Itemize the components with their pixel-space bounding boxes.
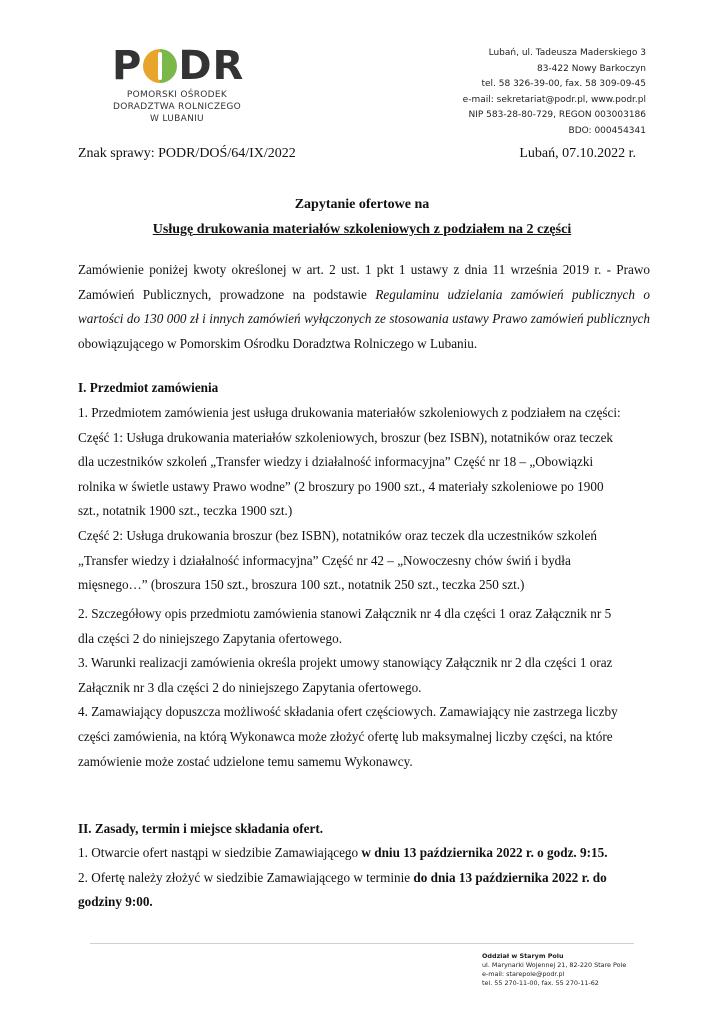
- intro-paragraph: [78, 258, 650, 356]
- part-2-line-2: „Transfer wiedzy i działalność informacyjna” Część nr 42 – „Nowoczesny chów świń i bydła: [78, 552, 571, 568]
- intro-text-2: obowiązującego w Pomorskim Ośrodku Doradztwa Rolniczego w Lubaniu.: [78, 335, 478, 351]
- intro-text-1: Zamówienie poniżej kwoty określonej w art. 2 ust. 1 pkt 1 ustawy z dnia 11 września 2019 r. - Prawo Zamówień Publicznych, prowadzone na podstawie: [78, 262, 650, 302]
- contact-phone: tel. 58 326-39-00, fax. 58 309-09-45: [481, 79, 646, 89]
- part-1-line-3: rolnika w świetle ustawy Prawo wodne” (2 broszury po 1900 szt., 4 materiały szkoleniowe po 1900: [78, 478, 604, 494]
- section-1-heading: I. Przedmiot zamówienia: [78, 380, 219, 395]
- contact-bdo: BDO: 000454341: [568, 125, 646, 136]
- logo-line-3: W LUBANIU: [150, 114, 204, 124]
- contact-block: [326, 46, 646, 139]
- case-reference: Znak sprawy: PODR/DOŚ/64/IX/2022: [78, 146, 296, 161]
- part-1-line-4: szt., notatnik 1900 szt., teczka 1900 szt.): [78, 503, 293, 519]
- footer-email: e-mail: starepole@podr.pl: [482, 970, 565, 978]
- contact-address: Lubań, ul. Tadeusza Maderskiego 3: [488, 48, 646, 58]
- footer-phone: tel. 55 270-11-00, fax. 55 270-11-62: [482, 979, 599, 987]
- section-1-item-2-line-1: 2. Szczegółowy opis przedmiotu zamówienia stanowi Załącznik nr 4 dla części 1 oraz Załącznik nr 5: [78, 606, 612, 621]
- section-1-item-3-line-2: Załącznik nr 3 dla części 2 do niniejszego Zapytania ofertowego.: [78, 679, 422, 695]
- footer-branch-name: Oddział w Starym Polu: [482, 952, 564, 960]
- section-1-content: [78, 401, 650, 598]
- section-2-item-1: [78, 841, 650, 866]
- part-2-line-1: Część 2: Usługa drukowania broszur (bez ISBN), notatników oraz teczek dla uczestników szkoleń: [78, 527, 597, 543]
- intro-regulation: Regulaminu udzielania zamówień publicznych o wartości do 130 000 zł i innych zamówień wyłączonych ze stosowania ustawy Prawo zamówień publicznych: [78, 286, 650, 327]
- section-1-item-4-line-2: części zamówienia, na którą Wykonawca może złożyć ofertę lub maksymalnej liczby części, na które: [78, 728, 613, 744]
- section-1-item-1: 1. Przedmiotem zamówienia jest usługa drukowania materiałów szkoleniowych z podziałem na części:: [78, 405, 621, 420]
- footer-address: ul. Marynarki Wojennej 21, 82-220 Stare Pole: [482, 961, 627, 969]
- section-1-item-4-line-1: 4. Zamawiający dopuszcza możliwość składania ofert częściowych. Zamawiający nie zastrzega liczby: [78, 704, 618, 720]
- part-2-line-3: mięsnego…” (broszura 150 szt., broszura 100 szt., notatnik 250 szt., teczka 250 szt.): [78, 577, 525, 593]
- submission-text: 2. Ofertę należy złożyć w siedzibie Zamawiającego w terminie: [78, 869, 414, 885]
- wheat-leaf-icon: [143, 49, 177, 83]
- section-2-heading: II. Zasady, termin i miejsce składania ofert.: [78, 821, 324, 836]
- logo-wordmark: [112, 44, 244, 88]
- footer-divider: [90, 943, 634, 944]
- logo-line-1: POMORSKI OŚRODEK: [126, 90, 228, 100]
- section-2-content: [78, 841, 650, 915]
- section-1-terms: [78, 602, 650, 774]
- section-2-item-2-cont: [78, 890, 650, 915]
- logo-line-2: DORADZTWA ROLNICZEGO: [112, 102, 241, 112]
- document-date: Lubań, 07.10.2022 r.: [519, 146, 636, 161]
- section-1-item-4-line-3: zamówienie może zostać udzielone temu samemu Wykonawcy.: [78, 753, 413, 769]
- podr-logo: [112, 43, 245, 128]
- section-1-item-2-line-2: dla części 2 do niniejszego Zapytania ofertowego.: [78, 630, 343, 646]
- part-1-line-2: dla uczestników szkoleń „Transfer wiedzy i działalność informacyjna” Część nr 18 – „Obowiązki: [78, 454, 594, 470]
- opening-date: w dniu 13 października 2022 r. o godz. 9:15.: [361, 845, 608, 860]
- submission-deadline-time: godziny 9:00.: [78, 894, 153, 910]
- submission-deadline: do dnia 13 października 2022 r. do: [413, 869, 607, 885]
- logo-letter-p: P: [112, 43, 143, 89]
- part-1-line-1: Część 1: Usługa drukowania materiałów szkoleniowych, broszur (bez ISBN), notatników oraz teczek: [78, 429, 614, 445]
- logo-letters-dr: DR: [178, 43, 245, 89]
- section-2-item-2: [78, 866, 650, 891]
- contact-nip: NIP 583-28-80-729, REGON 003003186: [468, 110, 646, 120]
- contact-email: e-mail: sekretariat@podr.pl, www.podr.pl: [462, 94, 646, 105]
- contact-city: 83-422 Nowy Barkoczyn: [536, 63, 646, 74]
- document-title: Zapytanie ofertowe na: [294, 197, 430, 212]
- opening-text: 1. Otwarcie ofert nastąpi w siedzibie Zamawiającego: [78, 845, 362, 860]
- document-subtitle: Usługę drukowania materiałów szkoleniowych z podziałem na 2 części: [152, 222, 572, 237]
- footer-branch-info: [482, 952, 682, 988]
- section-1-item-3-line-1: 3. Warunki realizacji zamówienia określa projekt umowy stanowiący Załącznik nr 2 dla części 1 oraz: [78, 655, 613, 671]
